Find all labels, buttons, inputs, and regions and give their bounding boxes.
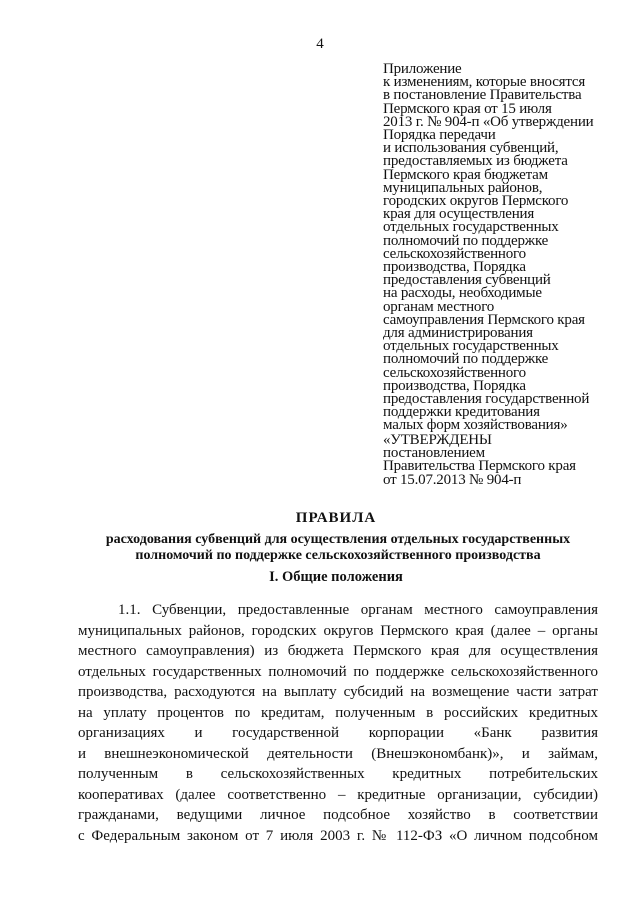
body-paragraph: [78, 600, 598, 846]
annex-line: 2013 г. № 904-п «Об утверждении: [383, 113, 594, 130]
annex-line: производства, Порядка: [383, 259, 526, 276]
annex-line: сельскохозяйственного: [383, 364, 526, 381]
annex-line: отдельных государственных: [383, 338, 559, 355]
annex-line: предоставления государственной: [383, 391, 590, 408]
body-line: муниципальных районов, городских округов Пермского края (далее – органы: [78, 622, 598, 639]
approval-block: [383, 434, 635, 487]
annex-line: в постановление Правительства: [383, 87, 582, 104]
approval-line: Правительства Пермского края: [383, 458, 576, 475]
annex-line: сельскохозяйственного: [383, 245, 526, 262]
body-line: 1.1. Субвенции, предоставленные органам местного самоуправления: [118, 602, 598, 618]
annex-line: для администрирования: [383, 325, 533, 342]
body-line: на уплату процентов по кредитам, полученным в российских кредитных: [78, 704, 598, 721]
subtitle-line: полномочий по поддержке сельскохозяйственного производства: [135, 547, 541, 563]
document-subtitle: [78, 532, 598, 563]
body-line: полученным в сельскохозяйственных кредитных потребительских: [78, 766, 598, 782]
annex-line: самоуправления Пермского края: [383, 311, 585, 328]
body-line: гражданами, ведущими личное подсобное хозяйство в соответствии: [78, 807, 598, 823]
body-line: организациях и государственной корпорации «Банк развития: [78, 725, 598, 741]
body-line: с Федеральным законом от 7 июля 2003 г. № 112-ФЗ «О личном подсобном: [78, 827, 598, 844]
section-heading: I. Общие положения: [269, 569, 403, 585]
document-title: ПРАВИЛА: [295, 510, 377, 526]
annex-line: Пермского края бюджетам: [383, 166, 548, 183]
annex-line: Приложение: [383, 61, 462, 77]
annex-line: малых форм хозяйствования»: [383, 417, 568, 434]
annex-line: полномочий по поддержке: [383, 351, 549, 368]
annex-line: предоставления субвенций: [383, 272, 551, 289]
annex-line: Пермского края от 15 июля: [383, 100, 552, 117]
approval-line: «УТВЕРЖДЕНЫ: [383, 432, 492, 448]
page-number: 4: [316, 36, 324, 52]
subtitle-line: расходования субвенций для осуществления отдельных государственных: [105, 532, 571, 547]
annex-line: полномочий по поддержке: [383, 232, 549, 249]
annex-line: предоставляемых из бюджета: [383, 153, 568, 170]
annex-line: городских округов Пермского: [383, 193, 569, 210]
approval-line: постановлением: [383, 445, 485, 462]
annex-line: Порядка передачи: [383, 127, 496, 144]
annex-line: и использования субвенций,: [383, 140, 559, 157]
approval-line: от 15.07.2013 № 904-п: [383, 471, 522, 488]
body-line: кооперативах (далее соответственно – кредитные организации, субсидии): [78, 786, 598, 803]
body-line: производства, расходуются на выплату субсидий на возмещение части затрат: [78, 684, 598, 700]
annex-line: поддержки кредитования: [383, 404, 540, 421]
annex-line: края для осуществления: [383, 206, 535, 223]
annex-line: отдельных государственных: [383, 219, 559, 236]
annex-line: на расходы, необходимые: [383, 285, 542, 302]
annex-line: муниципальных районов,: [383, 179, 543, 196]
body-line: местного самоуправления) из бюджета Пермского края для осуществления: [78, 643, 598, 659]
annex-line: органам местного: [383, 298, 495, 315]
body-line: и внешнеэкономической деятельности (Внешэкономбанк)», и займам,: [78, 745, 598, 762]
annex-line: к изменениям, которые вносятся: [383, 74, 586, 91]
annex-line: производства, Порядка: [383, 377, 526, 394]
annex-block: [383, 63, 635, 433]
body-line: отдельных государственных полномочий по поддержке сельскохозяйственного: [78, 663, 598, 680]
